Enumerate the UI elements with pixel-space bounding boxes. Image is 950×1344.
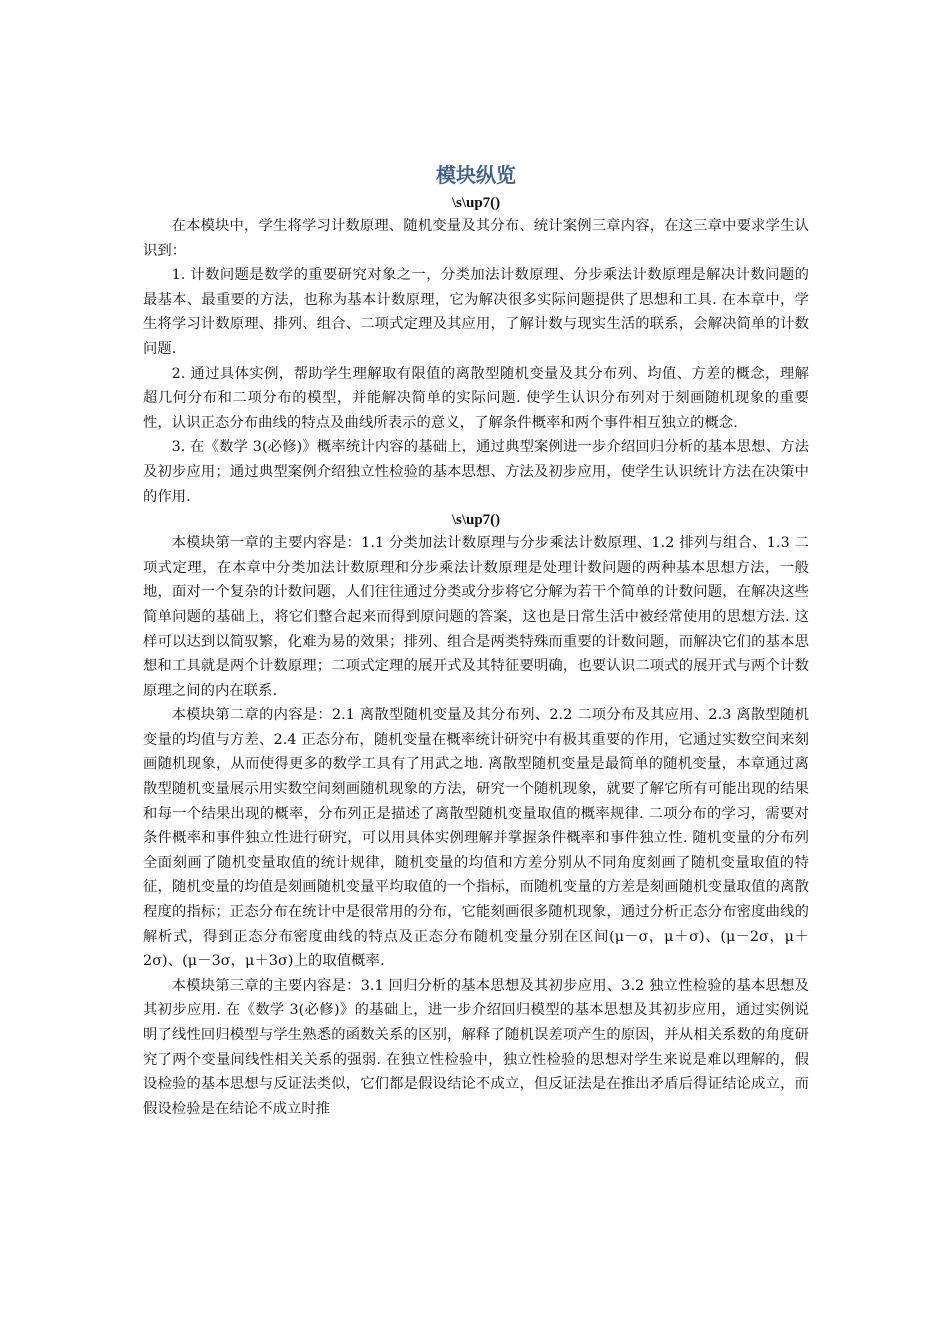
section-mark-1: \s\up7() [451, 195, 501, 211]
point-1-paragraph: 1. 计数问题是数学的重要研究对象之一，分类加法计数原理、分步乘法计数原理是解决计数问题的最基本、最重要的方法，也称为基本计数原理，它为解决很多实际问题提供了思想和工具. 在本章中，学生将学习计数原理、排列、组合、二项式定理及其应用，了解计数与现实生活的联系，会解决简单的计数问题. [143, 267, 809, 357]
intro-paragraph: 在本模块中，学生将学习计数原理、随机变量及其分布、统计案例三章内容，在这三章中要求学生认识到： [143, 218, 809, 259]
document-page [143, 158, 809, 1121]
chapter-3-paragraph: 本模块第三章的主要内容是：3.1 回归分析的基本思想及其初步应用、3.2 独立性检验的基本思想及其初步应用. 在《数学 3(必修)》的基础上，进一步介绍回归模型的基本思想及其初步应用，通过实例说明了线性回归模型与学生熟悉的函数关系的区别，解释了随机误差项产生的原因，并从相关系数的角度研究了两个变量间线性相关关系的强弱. 在独立性检验中，独立性检验的思想对学生来说是难以理解的，假设检验的基本思想与反证法类似，它们都是假设结论不成立，但反证法是在推出矛盾后得证结论成立，而假设检验是在结论不成立时推 [143, 977, 809, 1117]
chapter-2-paragraph: 本模块第二章的内容是：2.1 离散型随机变量及其分布列、2.2 二项分布及其应用、2.3 离散型随机变量的均值与方差、2.4 正态分布，随机变量在概率统计研究中有极其重要的作用，它通过实数空间来刻画随机现象，从而使得更多的数学工具有了用武之地. 离散型随机变量是最简单的随机变量，本章通过离散型随机变量展示用实数空间刻画随机现象的方法，研究一个随机现象，就要了解它所有可能出现的结果和每一个结果出现的概率，分布列正是描述了离散型随机变量取值的概率规律. 二项分布的学习，需要对条件概率和事件独立性进行研究，可以用具体实例理解并掌握条件概率和事件独立性. 随机变量的分布列全面刻画了随机变量取值的统计规律，随机变量的均值和方差分别从不同角度刻画了随机变量取值的特征，随机变量的均值是刻画随机变量平均取值的一个指标，而随机变量的方差是刻画随机变量取值的离散程度的指标；正态分布在统计中是很常用的分布，它能刻画很多随机现象，通过分析正态分布密度曲线的解析式，得到正态分布密度曲线的特点及正态分布随机变量分别在区间(μ－σ，μ＋σ)、(μ－2σ，μ＋2σ)、(μ－3σ，μ＋3σ)上的取值概率. [143, 707, 809, 970]
section-mark-2: \s\up7() [451, 512, 501, 529]
point-2-paragraph: 2. 通过具体实例，帮助学生理解取有限值的离散型随机变量及其分布列、均值、方差的概念，理解超几何分布和二项分布的模型，并能解决简单的实际问题. 使学生认识分布列对于刻画随机现象的重要性，认识正态分布曲线的特点及曲线所表示的意义，了解条件概率和两个事件相互独立的概念. [143, 365, 809, 431]
chapter-1-paragraph: 本模块第一章的主要内容是：1.1 分类加法计数原理与分步乘法计数原理、1.2 排列与组合、1.3 二项式定理，在本章中分类加法计数原理和分步乘法计数原理是处理计数问题的两种基本思想方法，一般地，面对一个复杂的计数问题，人们往往通过分类或分步将它分解为若干个简单的计数问题，在解决这些简单问题的基础上，将它们整合起来而得到原问题的答案，这也是日常生活中被经常使用的思想方法. 这样可以达到以简驭繁，化难为易的效果；排列、组合是两类特殊而重要的计数问题，而解决它们的基本思想和工具就是两个计数原理；二项式定理的展开式及其特征要明确，也要认识二项式的展开式与两个计数原理之间的内在联系. [143, 535, 809, 699]
point-3-paragraph: 3. 在《数学 3(必修)》概率统计内容的基础上，通过典型案例进一步介绍回归分析的基本思想、方法及初步应用；通过典型案例介绍独立性检验的基本思想、方法及初步应用，使学生认识统计方法在决策中的作用. [143, 439, 809, 505]
document-title: 模块纵览 [436, 163, 516, 187]
